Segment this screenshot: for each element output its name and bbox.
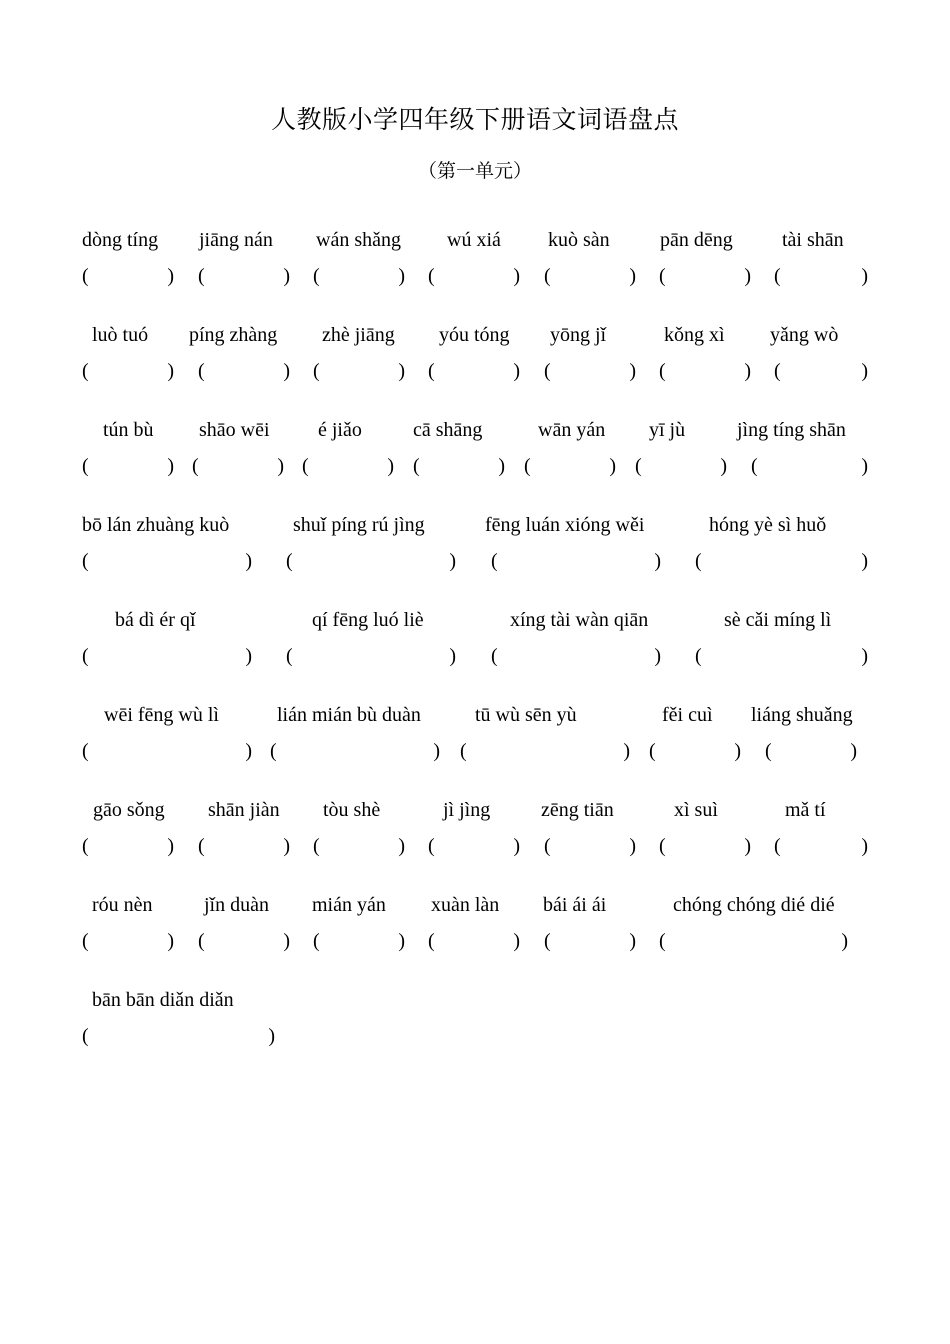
open-paren: ( [428,265,435,287]
open-paren: ( [82,265,89,287]
open-paren: ( [313,835,320,857]
answer-blank[interactable] [765,740,857,766]
open-paren: ( [491,645,498,667]
close-paren: ) [245,550,252,572]
open-paren: ( [313,265,320,287]
open-paren: ( [428,835,435,857]
pinyin-word: mián yán [312,894,386,916]
close-paren: ) [654,645,661,667]
close-paren: ) [513,835,520,857]
pinyin-word: zēng tiān [541,799,614,821]
close-paren: ) [167,360,174,382]
close-paren: ) [513,265,520,287]
close-paren: ) [861,360,868,382]
close-paren: ) [433,740,440,762]
answer-blank[interactable] [524,455,616,481]
close-paren: ) [283,930,290,952]
pinyin-word: lián mián bù duàn [277,704,421,726]
open-paren: ( [428,930,435,952]
answer-blank[interactable] [428,360,520,386]
close-paren: ) [609,455,616,477]
answer-blank[interactable] [313,930,405,956]
close-paren: ) [277,455,284,477]
answer-blank[interactable] [491,645,661,671]
open-paren: ( [82,455,89,477]
open-paren: ( [286,645,293,667]
unit-subtitle: （第一单元） [417,160,532,182]
pinyin-word: tún bù [103,419,154,441]
close-paren: ) [654,550,661,572]
answer-blank[interactable] [751,455,868,481]
close-paren: ) [744,265,751,287]
close-paren: ) [841,930,848,952]
answer-blank[interactable] [635,455,727,481]
answer-blank[interactable] [198,360,290,386]
pinyin-word: gāo sǒng [93,799,165,821]
pinyin-word: qí fēng luó liè [312,609,424,631]
open-paren: ( [198,835,205,857]
pinyin-word: jǐn duàn [204,894,269,916]
answer-blank[interactable] [460,740,630,766]
close-paren: ) [513,930,520,952]
pinyin-word: zhè jiāng [322,324,395,346]
close-paren: ) [629,835,636,857]
close-paren: ) [861,645,868,667]
pinyin-word: bān bān diǎn diǎn [92,989,234,1011]
pinyin-word: chóng chóng dié dié [673,894,835,916]
answer-blank[interactable] [649,740,741,766]
pinyin-word: jìng tíng shān [737,419,846,441]
open-paren: ( [270,740,277,762]
pinyin-word: shān jiàn [208,799,280,821]
close-paren: ) [398,930,405,952]
open-paren: ( [544,930,551,952]
answer-blank[interactable] [82,550,252,576]
answer-blank[interactable] [428,265,520,291]
close-paren: ) [513,360,520,382]
close-paren: ) [861,455,868,477]
pinyin-word: xíng tài wàn qiān [510,609,649,631]
open-paren: ( [544,265,551,287]
open-paren: ( [198,360,205,382]
answer-blank[interactable] [695,645,868,671]
pinyin-word: jiāng nán [199,229,273,251]
pinyin-word: tū wù sēn yù [475,704,577,726]
answer-blank[interactable] [774,835,868,861]
pinyin-word: jì jìng [443,799,491,821]
open-paren: ( [192,455,199,477]
answer-blank[interactable] [286,645,456,671]
close-paren: ) [623,740,630,762]
answer-blank[interactable] [82,645,252,671]
answer-blank[interactable] [313,835,405,861]
pinyin-word: luò tuó [92,324,149,346]
close-paren: ) [387,455,394,477]
close-paren: ) [398,360,405,382]
pinyin-word: cā shāng [413,419,483,441]
open-paren: ( [751,455,758,477]
close-paren: ) [744,360,751,382]
answer-blank[interactable] [313,265,405,291]
pinyin-word: bō lán zhuàng kuò [82,514,230,536]
close-paren: ) [283,360,290,382]
answer-blank[interactable] [544,930,636,956]
pinyin-word: é jiǎo [318,419,362,441]
pinyin-word: xì suì [674,799,718,821]
open-paren: ( [649,740,656,762]
pinyin-word: píng zhàng [189,324,278,346]
close-paren: ) [268,1025,275,1047]
close-paren: ) [861,265,868,287]
pinyin-word: kǒng xì [664,324,725,346]
pinyin-word: liáng shuǎng [751,704,853,726]
close-paren: ) [167,835,174,857]
pinyin-word: hóng yè sì huǒ [709,514,827,536]
open-paren: ( [413,455,420,477]
pinyin-word: wān yán [538,419,606,441]
answer-blank[interactable] [544,265,636,291]
pinyin-word: mǎ tí [785,799,826,821]
close-paren: ) [720,455,727,477]
close-paren: ) [167,265,174,287]
open-paren: ( [82,1025,89,1047]
pinyin-word: kuò sàn [548,229,610,251]
answer-blank[interactable] [695,550,868,576]
pinyin-word: shāo wēi [199,419,270,441]
open-paren: ( [659,360,666,382]
pinyin-word: pān dēng [660,229,733,251]
open-paren: ( [82,930,89,952]
pinyin-word: tài shān [782,229,844,251]
open-paren: ( [659,930,666,952]
pinyin-word: fěi cuì [662,704,713,726]
open-paren: ( [302,455,309,477]
answer-blank[interactable] [774,265,868,291]
open-paren: ( [82,550,89,572]
answer-blank[interactable] [491,550,661,576]
answer-blank[interactable] [192,455,284,481]
open-paren: ( [635,455,642,477]
open-paren: ( [544,360,551,382]
open-paren: ( [82,645,89,667]
open-paren: ( [544,835,551,857]
answer-blank[interactable] [413,455,505,481]
close-paren: ) [744,835,751,857]
pinyin-word: yī jù [649,419,686,441]
open-paren: ( [286,550,293,572]
pinyin-word: xuàn làn [431,894,500,916]
close-paren: ) [861,835,868,857]
answer-blank[interactable] [198,930,290,956]
close-paren: ) [734,740,741,762]
open-paren: ( [659,835,666,857]
pinyin-word: wēi fēng wù lì [104,704,219,726]
open-paren: ( [82,360,89,382]
close-paren: ) [398,265,405,287]
open-paren: ( [695,550,702,572]
answer-blank[interactable] [302,455,394,481]
answer-blank[interactable] [428,930,520,956]
answer-blank[interactable] [82,455,174,481]
close-paren: ) [629,360,636,382]
pinyin-word: dòng tíng [82,229,159,251]
pinyin-word: tòu shè [323,799,381,821]
close-paren: ) [850,740,857,762]
close-paren: ) [449,550,456,572]
close-paren: ) [283,835,290,857]
open-paren: ( [659,265,666,287]
pinyin-word: wán shǎng [316,229,401,251]
open-paren: ( [524,455,531,477]
pinyin-word: róu nèn [92,894,153,916]
answer-blank[interactable] [82,1025,275,1051]
answer-blank[interactable] [313,360,405,386]
pinyin-word: fēng luán xióng wěi [485,514,645,536]
pinyin-word: bá dì ér qǐ [115,609,196,631]
answer-blank[interactable] [428,835,520,861]
open-paren: ( [765,740,772,762]
pinyin-word: yǎng wò [770,324,839,346]
open-paren: ( [313,930,320,952]
close-paren: ) [167,455,174,477]
answer-blank[interactable] [270,740,440,766]
open-paren: ( [198,265,205,287]
answer-blank[interactable] [82,930,174,956]
close-paren: ) [629,265,636,287]
close-paren: ) [498,455,505,477]
open-paren: ( [774,265,781,287]
pinyin-word: wú xiá [447,229,501,251]
open-paren: ( [82,835,89,857]
open-paren: ( [82,740,89,762]
open-paren: ( [460,740,467,762]
answer-blank[interactable] [544,835,636,861]
answer-blank[interactable] [82,740,252,766]
answer-blank[interactable] [286,550,456,576]
answer-blank[interactable] [82,360,174,386]
close-paren: ) [398,835,405,857]
open-paren: ( [428,360,435,382]
open-paren: ( [774,360,781,382]
open-paren: ( [198,930,205,952]
pinyin-word: sè cǎi míng lì [724,609,832,631]
open-paren: ( [491,550,498,572]
answer-blank[interactable] [198,835,290,861]
answer-blank[interactable] [198,265,290,291]
answer-blank[interactable] [82,835,174,861]
open-paren: ( [313,360,320,382]
answer-blank[interactable] [544,360,636,386]
pinyin-word: shuǐ píng rú jìng [293,514,425,536]
close-paren: ) [167,930,174,952]
close-paren: ) [283,265,290,287]
answer-blank[interactable] [659,265,751,291]
open-paren: ( [774,835,781,857]
answer-blank[interactable] [774,360,868,386]
pinyin-word: bái ái ái [543,894,607,916]
pinyin-word: yōng jǐ [550,324,607,346]
page-title: 人教版小学四年级下册语文词语盘点 [270,105,679,134]
close-paren: ) [245,740,252,762]
open-paren: ( [695,645,702,667]
pinyin-word: yóu tóng [439,324,510,346]
close-paren: ) [449,645,456,667]
close-paren: ) [245,645,252,667]
close-paren: ) [861,550,868,572]
answer-blank[interactable] [659,930,848,956]
answer-blank[interactable] [659,360,751,386]
answer-blank[interactable] [82,265,174,291]
close-paren: ) [629,930,636,952]
answer-blank[interactable] [659,835,751,861]
